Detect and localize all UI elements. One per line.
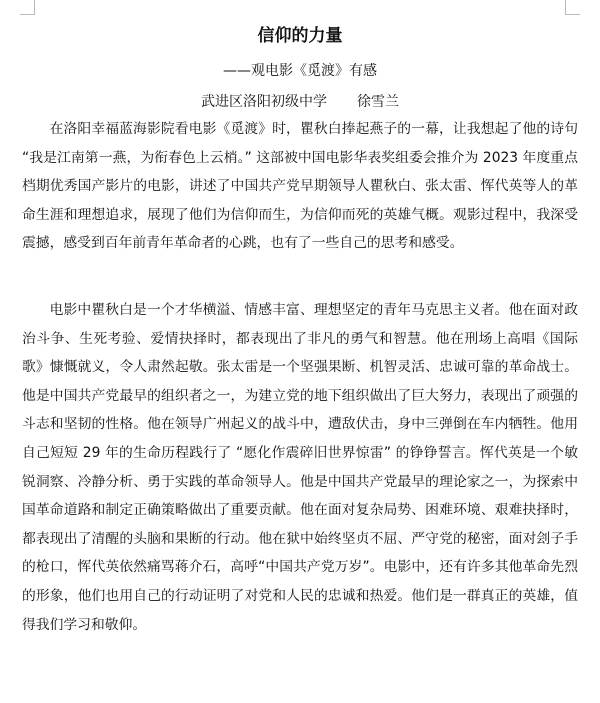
author-name: 徐雪兰 (357, 94, 399, 110)
page-corner-mark-left (20, 0, 35, 15)
paragraph-2: 电影中瞿秋白是一个才华横溢、情感丰富、理想坚定的青年马克思主义者。他在面对政治斗争、生死考验、爱情抉择时，都表现出了非凡的勇气和智慧。他在刑场上高唱《国际歌》慷慨就义，令人肃然起敬。张太雷是一个坚强果断、机智灵活、忠诚可靠的革命战士。他是中国共产党最早的组织者之一，为建立党的地下组织做出了巨大努力，表现出了顽强的斗志和坚韧的性格。他在领导广州起义的战斗中，遭敌伏击，身中三弹倒在车内牺牲。他用自己短短 29 年的生命历程践行了 “愿化作震碎旧世界惊雷” 的铮铮誓言。恽代英是一个敏锐洞察、冷静分析、勇于实践的革命领导人。他是中国共产党最早的理论家之一，为探索中国革命道路和制定正确策略做出了重要贡献。他在面对复杂局势、困难环境、艰难抉择时，都表现出了清醒的头脑和果断的行动。他在狱中始终坚贞不屈、严守党的秘密，面对刽子手的枪口，恽代英依然痛骂蒋介石，高呼“中国共产党万岁”。电影中，还有许多其他革命先烈的形象，他们也用自己的行动证明了对党和人民的忠诚和热爱。他们是一群真正的英雄，值得我们学习和敬仰。 (22, 302, 578, 633)
school-name: 武进区洛阳初级中学 (201, 94, 327, 110)
document-subtitle: ——观电影《觅渡》有感 (223, 63, 377, 79)
document-title: 信仰的力量 (257, 26, 343, 46)
page-corner-mark-right (565, 0, 580, 15)
paragraph-1: 在洛阳幸福蓝海影院看电影《觅渡》时，瞿秋白捧起燕子的一幕，让我想起了他的诗句 “我是江南第一燕，为衔春色上云梢。” 这部被中国电影华表奖组委会推介为 2023 年度重点档期优秀国产影片的电影，讲述了中国共产党早期领导人瞿秋白、张太雷、恽代英等人的革命生涯和理想追求，展现了他们为信仰而生，为信仰而死的英雄气概。观影过程中，我深受震撼，感受到百年前青年革命者的心跳，也有了一些自己的思考和感受。 (22, 121, 578, 252)
byline (0, 91, 600, 113)
